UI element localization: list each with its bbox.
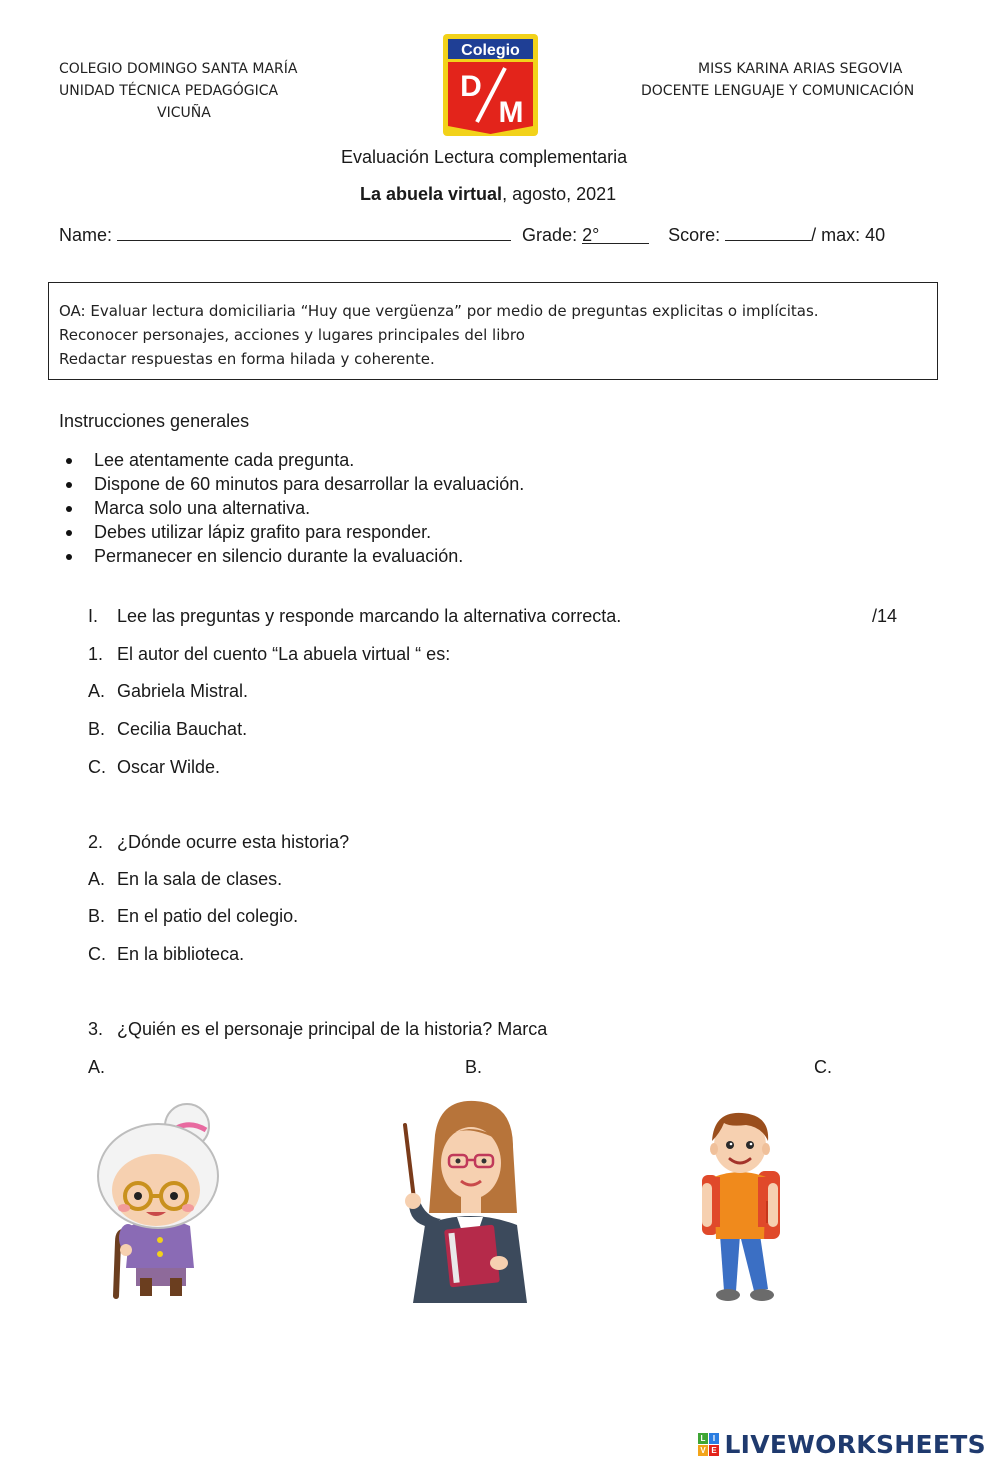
option-text: En la sala de clases. <box>117 869 283 889</box>
evaluation-title: Evaluación Lectura complementaria <box>341 147 628 167</box>
option-letter: C. <box>88 757 106 777</box>
score-label: Score: <box>668 225 721 245</box>
option-text: Gabriela Mistral. <box>117 681 249 701</box>
book-title: La abuela virtual <box>360 184 503 204</box>
option-text: En el patio del colegio. <box>117 906 299 926</box>
instruction-item: Permanecer en silencio durante la evaluación. <box>58 544 524 568</box>
school-unit: UNIDAD TÉCNICA PEDAGÓGICA <box>59 83 279 99</box>
option-letter: A. <box>88 869 106 889</box>
q3-option-b-label[interactable]: B. <box>465 1057 483 1077</box>
option-letter: B. <box>88 719 106 739</box>
logo-letter-m: M <box>498 96 524 129</box>
question-text: ¿Dónde ocurre esta historia? <box>117 832 350 852</box>
q2-option-a[interactable] <box>88 869 282 890</box>
instruction-item: Marca solo una alternativa. <box>58 496 524 520</box>
objective-line: OA: Evaluar lectura domiciliaria “Huy que vergüenza” por medio de preguntas explicitas o implícitas. <box>59 302 819 320</box>
grade-value: 2° <box>582 225 600 245</box>
name-field[interactable] <box>117 222 511 241</box>
grade-field[interactable] <box>582 225 649 244</box>
school-city: VICUÑA <box>157 105 211 121</box>
teacher-role: DOCENTE LENGUAJE Y COMUNICACIÓN <box>641 83 915 99</box>
q1-option-b[interactable] <box>88 719 247 740</box>
question-text: El autor del cuento “La abuela virtual “ es: <box>117 644 451 664</box>
grandmother-picture[interactable] <box>90 1100 230 1300</box>
question-2 <box>88 832 349 853</box>
book-date: , agosto, 2021 <box>502 184 617 204</box>
question-text: ¿Quién es el personaje principal de la historia? Marca <box>117 1019 548 1039</box>
option-text: Oscar Wilde. <box>117 757 221 777</box>
objective-line: Redactar respuestas en forma hilada y coherente. <box>59 350 435 368</box>
boy-picture[interactable] <box>690 1105 790 1305</box>
logo-letter-d: D <box>460 70 482 103</box>
objective-line: Reconocer personajes, acciones y lugares principales del libro <box>59 326 525 344</box>
option-text: Cecilia Bauchat. <box>117 719 248 739</box>
option-text: En la biblioteca. <box>117 944 245 964</box>
question-3 <box>88 1019 547 1040</box>
section-heading <box>88 606 621 627</box>
instructions-list <box>58 448 524 568</box>
q1-option-a[interactable] <box>88 681 248 702</box>
option-letter: A. <box>88 681 106 701</box>
teacher-name: MISS KARINA ARIAS SEGOVIA <box>698 61 903 77</box>
question-1 <box>88 644 450 665</box>
teacher-picture[interactable] <box>395 1095 540 1305</box>
instruction-item: Debes utilizar lápiz grafito para responder. <box>58 520 524 544</box>
q2-option-c[interactable] <box>88 944 244 965</box>
question-number: 3. <box>88 1019 104 1039</box>
liveworksheets-text: LIVEWORKSHEETS <box>724 1430 986 1459</box>
instruction-item: Lee atentamente cada pregunta. <box>58 448 524 472</box>
school-logo <box>443 34 538 136</box>
q2-option-b[interactable] <box>88 906 298 927</box>
question-number: 1. <box>88 644 104 664</box>
grade-label: Grade: <box>522 225 578 245</box>
school-name: COLEGIO DOMINGO SANTA MARÍA <box>59 61 298 77</box>
section-number: I. <box>88 606 99 626</box>
option-letter: C. <box>88 944 106 964</box>
logo-top-text: Colegio <box>461 42 520 59</box>
section-points: /14 <box>872 606 898 626</box>
question-number: 2. <box>88 832 104 852</box>
objectives-box <box>48 282 938 380</box>
name-label: Name: <box>59 225 113 245</box>
option-letter: B. <box>88 906 106 926</box>
book-title-line <box>360 184 616 205</box>
q3-option-a-label[interactable]: A. <box>88 1057 106 1077</box>
instructions-title: Instrucciones generales <box>59 411 250 431</box>
fields-row <box>59 222 885 246</box>
liveworksheets-watermark <box>698 1430 986 1460</box>
instruction-item: Dispone de 60 minutos para desarrollar la evaluación. <box>58 472 524 496</box>
q3-option-c-label[interactable]: C. <box>814 1057 832 1077</box>
q1-option-c[interactable] <box>88 757 220 778</box>
score-max: / max: 40 <box>811 225 886 245</box>
section-text: Lee las preguntas y responde marcando la alternativa correcta. <box>117 606 622 626</box>
score-field[interactable] <box>725 222 811 241</box>
liveworksheets-icon: L I V E <box>698 1433 720 1457</box>
